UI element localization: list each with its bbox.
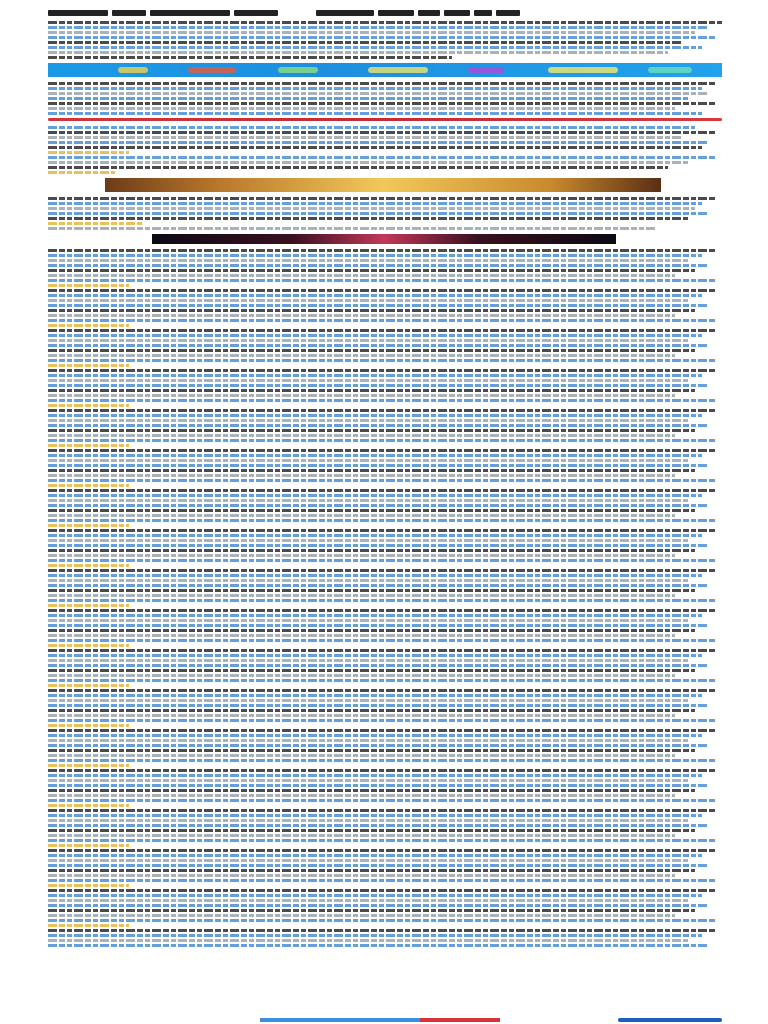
text-line	[48, 56, 452, 59]
text-line	[48, 289, 715, 292]
text-line	[48, 222, 142, 225]
text-line	[48, 171, 115, 174]
text-line	[48, 41, 682, 44]
title-word	[496, 10, 520, 16]
text-line	[48, 364, 129, 367]
text-line	[48, 604, 129, 607]
text-line	[48, 724, 129, 727]
text-line	[48, 834, 675, 837]
text-line	[48, 754, 675, 757]
gold-banner-image	[105, 178, 661, 192]
text-line	[48, 809, 715, 812]
text-line	[48, 51, 668, 54]
text-line	[48, 259, 688, 262]
text-line	[48, 904, 709, 907]
text-line	[48, 629, 695, 632]
banner-shape	[188, 67, 236, 73]
text-line	[48, 46, 702, 49]
article-body	[48, 249, 722, 947]
text-line	[48, 879, 715, 882]
text-line	[48, 944, 709, 947]
text-line	[48, 334, 702, 337]
text-line	[48, 734, 702, 737]
text-line	[48, 389, 695, 392]
text-line	[48, 684, 129, 687]
text-line	[48, 349, 695, 352]
text-line	[48, 249, 715, 252]
text-line	[48, 509, 695, 512]
text-line	[48, 484, 129, 487]
text-line	[48, 614, 702, 617]
text-line	[48, 339, 688, 342]
title-word	[234, 10, 278, 16]
text-line	[48, 814, 702, 817]
text-line	[48, 136, 682, 139]
text-line	[48, 141, 709, 144]
text-line	[48, 444, 129, 447]
text-line	[48, 609, 715, 612]
text-line	[48, 21, 722, 24]
text-line	[48, 859, 688, 862]
page-title	[48, 8, 722, 18]
text-line	[48, 429, 695, 432]
text-line	[48, 759, 715, 762]
banner-shape	[118, 67, 148, 73]
text-line	[48, 929, 715, 932]
text-line	[48, 519, 715, 522]
text-line	[48, 107, 675, 110]
text-line	[48, 146, 702, 149]
footer-strip	[48, 1018, 722, 1022]
title-word	[48, 10, 108, 16]
text-line	[48, 659, 688, 662]
text-line	[48, 799, 715, 802]
text-line	[48, 374, 702, 377]
text-line	[48, 854, 702, 857]
text-line	[48, 919, 715, 922]
text-line	[48, 774, 702, 777]
text-line	[48, 884, 129, 887]
text-line	[48, 404, 129, 407]
text-line	[48, 769, 715, 772]
banner-shape	[468, 67, 504, 73]
text-line	[48, 202, 702, 205]
title-word	[444, 10, 470, 16]
text-line	[48, 514, 675, 517]
text-line	[48, 151, 129, 154]
text-line	[48, 869, 695, 872]
text-line	[48, 207, 695, 210]
text-line	[48, 274, 675, 277]
text-line	[48, 794, 675, 797]
intro-paragraph	[48, 21, 722, 59]
paragraph	[48, 82, 722, 115]
text-line	[48, 764, 129, 767]
text-line	[48, 829, 695, 832]
text-line	[48, 824, 709, 827]
text-line	[48, 324, 129, 327]
text-line	[48, 469, 695, 472]
text-line	[48, 36, 715, 39]
text-line	[48, 112, 702, 115]
text-line	[48, 579, 688, 582]
text-line	[48, 197, 715, 200]
text-line	[48, 319, 715, 322]
text-line	[48, 589, 695, 592]
text-line	[48, 161, 688, 164]
text-line	[48, 914, 675, 917]
text-line	[48, 689, 715, 692]
text-line	[48, 619, 688, 622]
title-word	[316, 10, 374, 16]
text-line	[48, 634, 675, 637]
text-line	[48, 654, 702, 657]
text-line	[48, 394, 675, 397]
title-word	[418, 10, 440, 16]
text-line	[48, 379, 688, 382]
text-line	[48, 569, 715, 572]
footer-segment-red	[420, 1018, 500, 1022]
dark-banner-image	[152, 234, 616, 244]
text-line	[48, 544, 709, 547]
text-line	[48, 459, 688, 462]
text-line	[48, 694, 702, 697]
banner-shape	[368, 67, 428, 73]
text-line	[48, 709, 695, 712]
text-line	[48, 254, 702, 257]
text-line	[48, 899, 688, 902]
text-line	[48, 464, 709, 467]
text-line	[48, 354, 675, 357]
text-line	[48, 624, 709, 627]
text-line	[48, 102, 715, 105]
text-line	[48, 894, 702, 897]
text-line	[48, 524, 129, 527]
text-line	[48, 839, 715, 842]
text-line	[48, 279, 715, 282]
paragraph	[48, 197, 722, 230]
banner-shape	[648, 67, 692, 73]
blue-banner-image	[48, 63, 722, 77]
text-line	[48, 529, 715, 532]
text-line	[48, 729, 715, 732]
banner-shape	[278, 67, 318, 73]
text-line	[48, 369, 715, 372]
text-line	[48, 439, 715, 442]
banner-shape	[548, 67, 618, 73]
text-line	[48, 489, 715, 492]
text-line	[48, 849, 715, 852]
text-line	[48, 359, 715, 362]
text-line	[48, 399, 715, 402]
text-line	[48, 409, 715, 412]
text-line	[48, 599, 715, 602]
text-line	[48, 934, 702, 937]
text-line	[48, 227, 655, 230]
footer-segment-navy	[618, 1018, 722, 1022]
text-line	[48, 779, 688, 782]
text-line	[48, 679, 715, 682]
text-line	[48, 212, 709, 215]
text-line	[48, 534, 702, 537]
text-line	[48, 329, 715, 332]
text-line	[48, 126, 695, 129]
text-line	[48, 789, 695, 792]
text-line	[48, 639, 715, 642]
title-word	[474, 10, 492, 16]
text-line	[48, 217, 688, 220]
title-word	[378, 10, 414, 16]
text-line	[48, 92, 709, 95]
text-line	[48, 269, 695, 272]
text-line	[48, 264, 709, 267]
text-line	[48, 97, 688, 100]
text-line	[48, 284, 129, 287]
text-line	[48, 704, 709, 707]
text-line	[48, 784, 709, 787]
text-line	[48, 744, 709, 747]
article-page	[48, 8, 722, 1022]
section-divider	[48, 118, 722, 121]
text-line	[48, 419, 688, 422]
text-line	[48, 449, 715, 452]
text-line	[48, 384, 709, 387]
text-line	[48, 414, 702, 417]
text-line	[48, 864, 709, 867]
text-line	[48, 424, 709, 427]
title-word	[112, 10, 146, 16]
text-line	[48, 559, 715, 562]
text-line	[48, 344, 709, 347]
text-line	[48, 434, 675, 437]
text-line	[48, 674, 675, 677]
text-line	[48, 739, 688, 742]
text-line	[48, 844, 129, 847]
text-line	[48, 539, 688, 542]
text-line	[48, 664, 709, 667]
text-line	[48, 26, 709, 29]
text-line	[48, 889, 715, 892]
text-line	[48, 874, 675, 877]
text-line	[48, 554, 675, 557]
text-line	[48, 31, 695, 34]
text-line	[48, 314, 675, 317]
text-line	[48, 474, 675, 477]
text-line	[48, 584, 709, 587]
text-line	[48, 649, 715, 652]
text-line	[48, 499, 688, 502]
footer-segment-blue	[260, 1018, 420, 1022]
text-line	[48, 156, 715, 159]
text-line	[48, 131, 715, 134]
text-line	[48, 714, 675, 717]
text-line	[48, 87, 702, 90]
text-line	[48, 804, 129, 807]
text-line	[48, 549, 695, 552]
text-line	[48, 699, 688, 702]
text-line	[48, 504, 709, 507]
text-line	[48, 719, 715, 722]
text-line	[48, 166, 668, 169]
text-line	[48, 479, 715, 482]
text-line	[48, 494, 702, 497]
text-line	[48, 294, 702, 297]
text-line	[48, 299, 688, 302]
text-line	[48, 939, 688, 942]
text-line	[48, 594, 675, 597]
text-line	[48, 924, 129, 927]
title-word	[150, 10, 230, 16]
text-line	[48, 819, 688, 822]
footer-text	[48, 1018, 49, 1019]
text-line	[48, 574, 702, 577]
text-line	[48, 82, 715, 85]
text-line	[48, 454, 702, 457]
title-gap	[282, 10, 312, 16]
text-line	[48, 909, 695, 912]
text-line	[48, 669, 695, 672]
text-line	[48, 644, 129, 647]
text-line	[48, 309, 695, 312]
paragraph	[48, 126, 722, 174]
text-line	[48, 564, 129, 567]
text-line	[48, 749, 695, 752]
text-line	[48, 304, 709, 307]
